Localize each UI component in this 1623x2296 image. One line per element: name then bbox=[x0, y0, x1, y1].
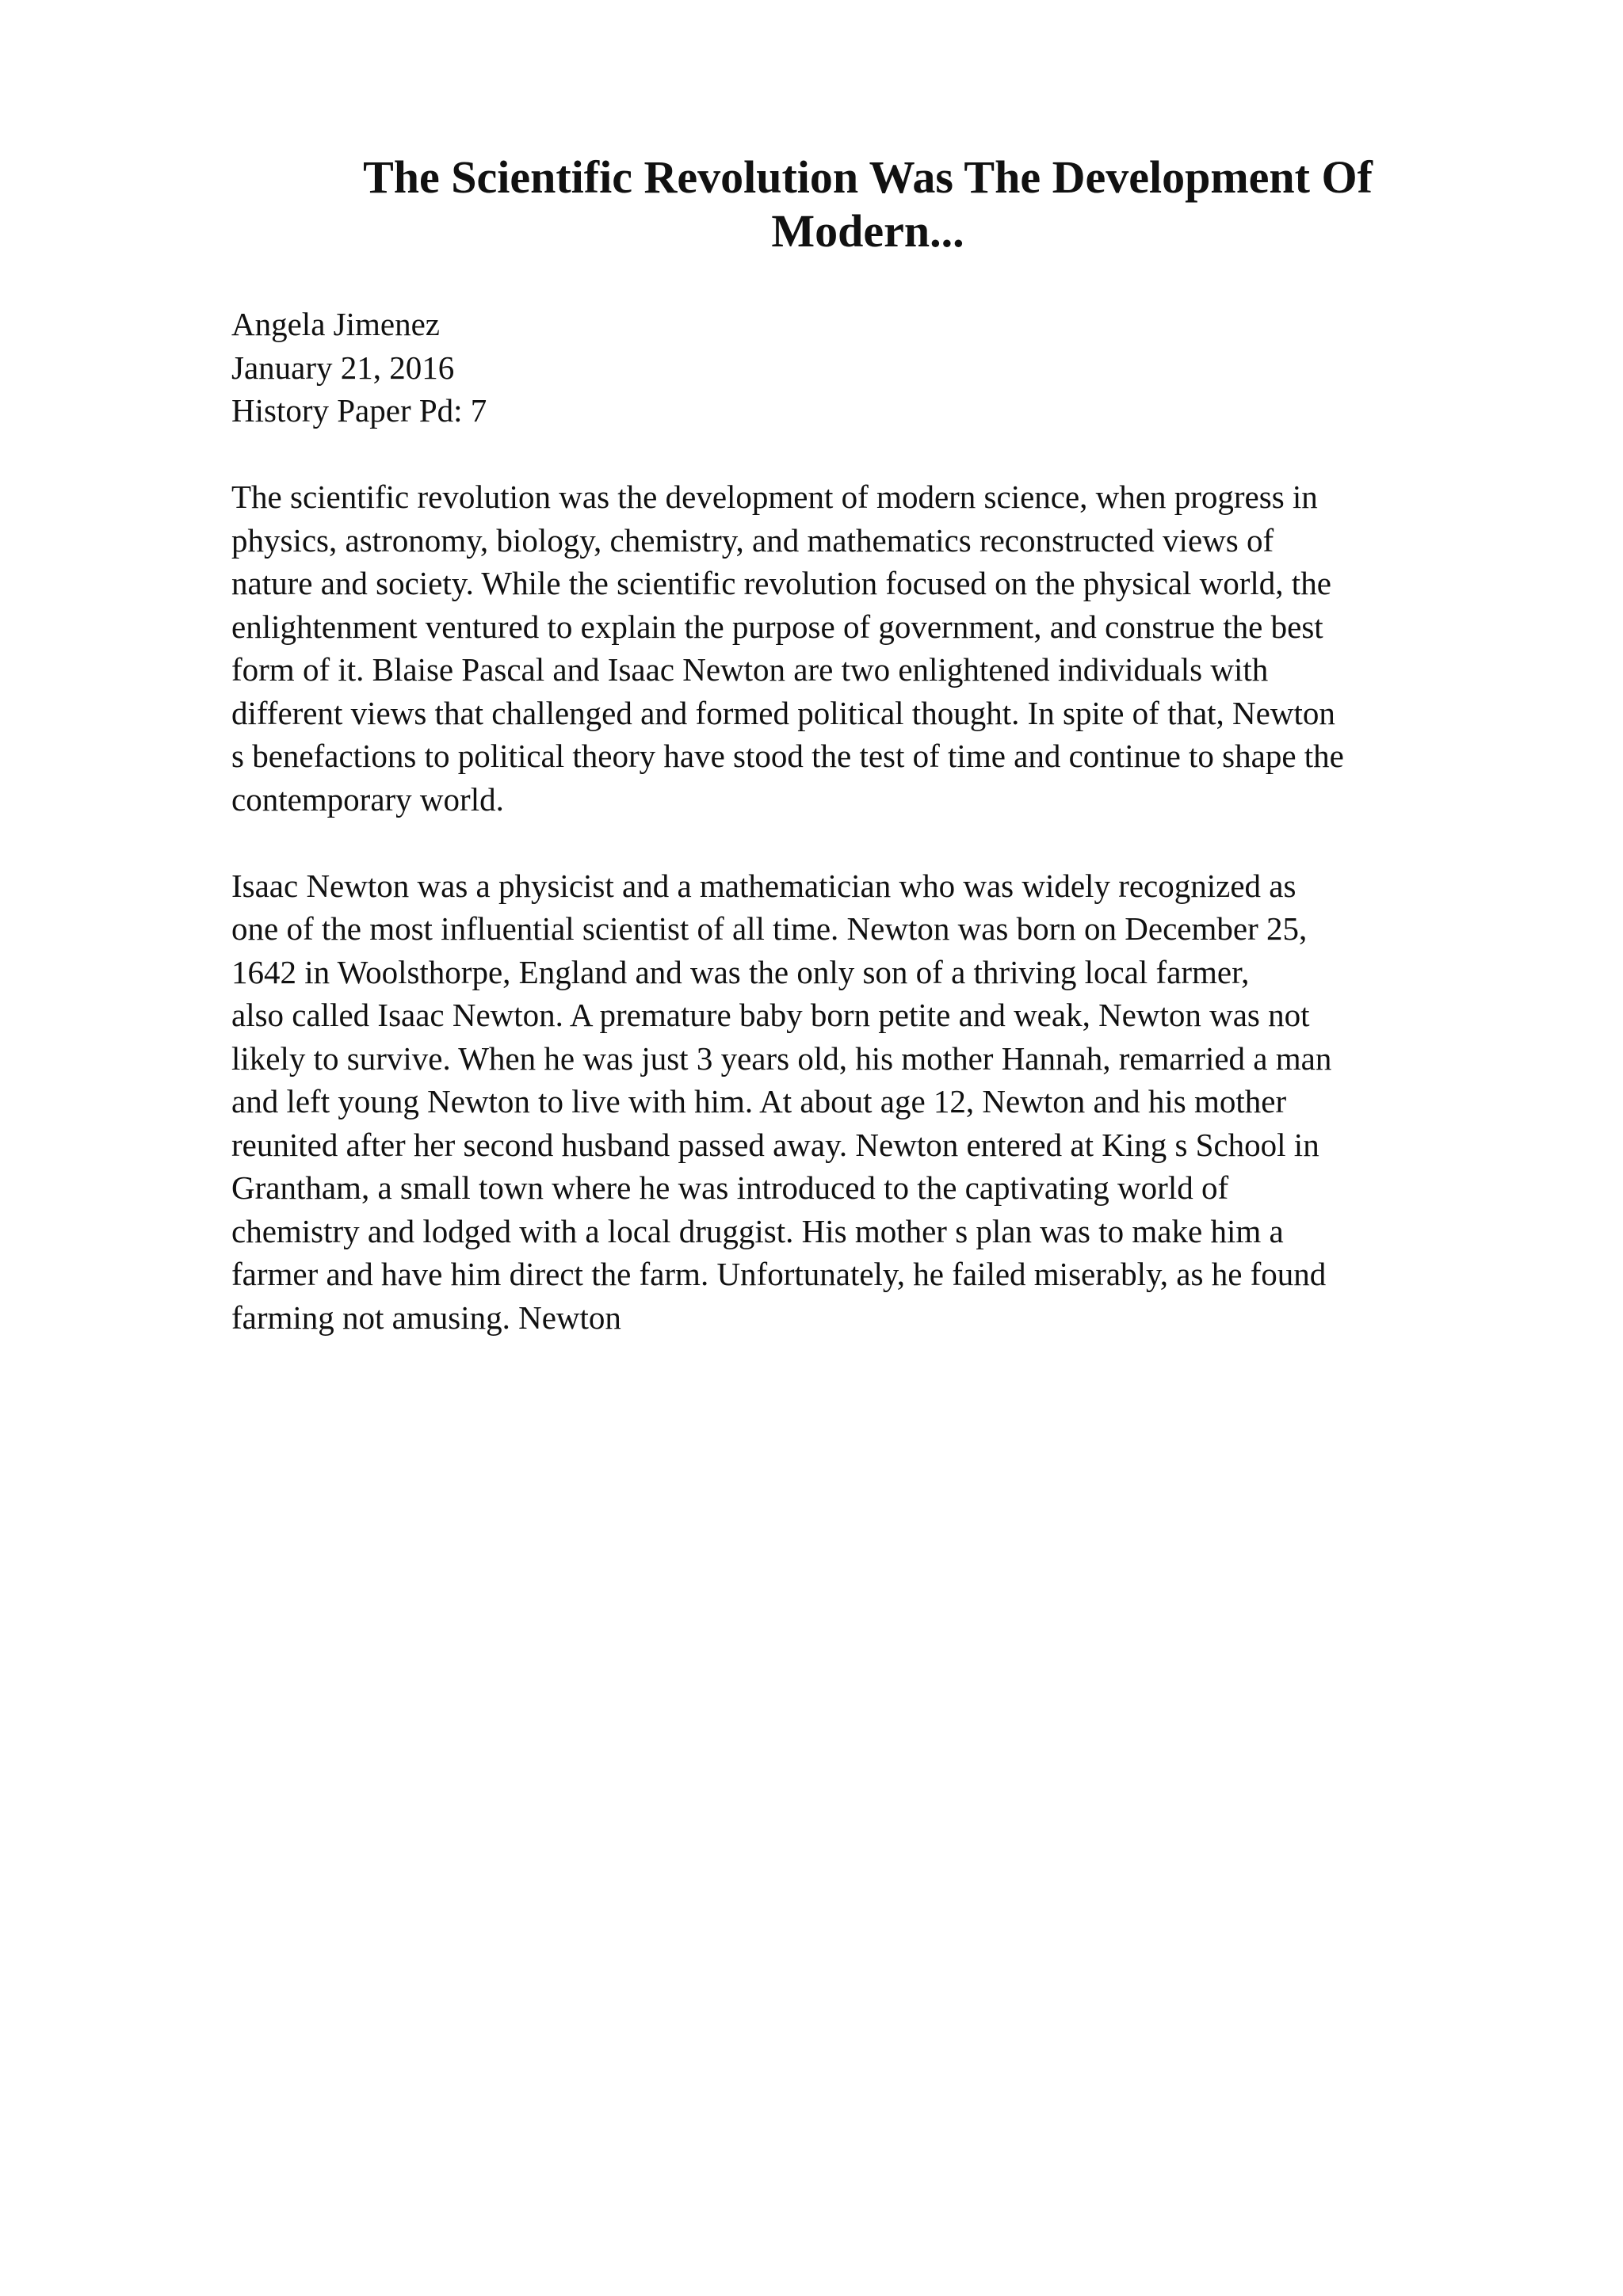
course-info: History Paper Pd: 7 bbox=[231, 392, 487, 429]
paragraph-newton bbox=[231, 864, 1515, 1340]
text-line: likely to survive. When he was just 3 years old, his mother Hannah, remarried a man bbox=[231, 1039, 1332, 1077]
text-line: form of it. Blaise Pascal and Isaac Newton are two enlightened individuals with bbox=[231, 651, 1269, 688]
spacer bbox=[231, 821, 1515, 864]
text-line: also called Isaac Newton. A premature baby born petite and weak, Newton was not bbox=[231, 997, 1310, 1033]
text-line: farming not amusing. Newton bbox=[231, 1299, 621, 1336]
author-block bbox=[231, 303, 1515, 433]
title-line: Modern... bbox=[771, 205, 964, 257]
text-line: enlightenment ventured to explain the purpose of government, and construe the best bbox=[231, 608, 1323, 645]
text-line: and left young Newton to live with him. At about age 12, Newton and his mother bbox=[231, 1083, 1287, 1119]
title-line: The Scientific Revolution Was The Development Of bbox=[363, 151, 1373, 203]
text-line: 1642 in Woolsthorpe, England and was the only son of a thriving local farmer, bbox=[231, 953, 1250, 990]
author-name: Angela Jimenez bbox=[231, 306, 440, 342]
text-line: Isaac Newton was a physicist and a mathematician who was widely recognized as bbox=[231, 867, 1296, 904]
spacer bbox=[231, 433, 1515, 476]
document-title bbox=[285, 151, 1450, 258]
text-line: one of the most influential scientist of all time. Newton was born on December 25, bbox=[231, 910, 1308, 947]
text-line: physics, astronomy, biology, chemistry, and mathematics reconstructed views of bbox=[231, 521, 1274, 559]
text-line: s benefactions to political theory have stood the test of time and continue to shape the bbox=[231, 738, 1344, 774]
paper-date: January 21, 2016 bbox=[231, 349, 455, 386]
text-line: different views that challenged and formed political thought. In spite of that, Newton bbox=[231, 694, 1335, 731]
text-line: contemporary world. bbox=[231, 780, 504, 818]
text-line: Grantham, a small town where he was introduced to the captivating world of bbox=[231, 1169, 1229, 1206]
text-line: farmer and have him direct the farm. Unfortunately, he failed miserably, as he found bbox=[231, 1256, 1327, 1292]
document-body bbox=[231, 303, 1515, 1339]
text-line: reunited after her second husband passed away. Newton entered at King s School in bbox=[231, 1126, 1319, 1163]
paragraph-intro bbox=[231, 475, 1515, 821]
text-line: The scientific revolution was the development of modern science, when progress in bbox=[231, 479, 1318, 515]
text-line: nature and society. While the scientific revolution focused on the physical world, the bbox=[231, 565, 1331, 601]
text-line: chemistry and lodged with a local druggist. His mother s plan was to make him a bbox=[231, 1212, 1284, 1249]
